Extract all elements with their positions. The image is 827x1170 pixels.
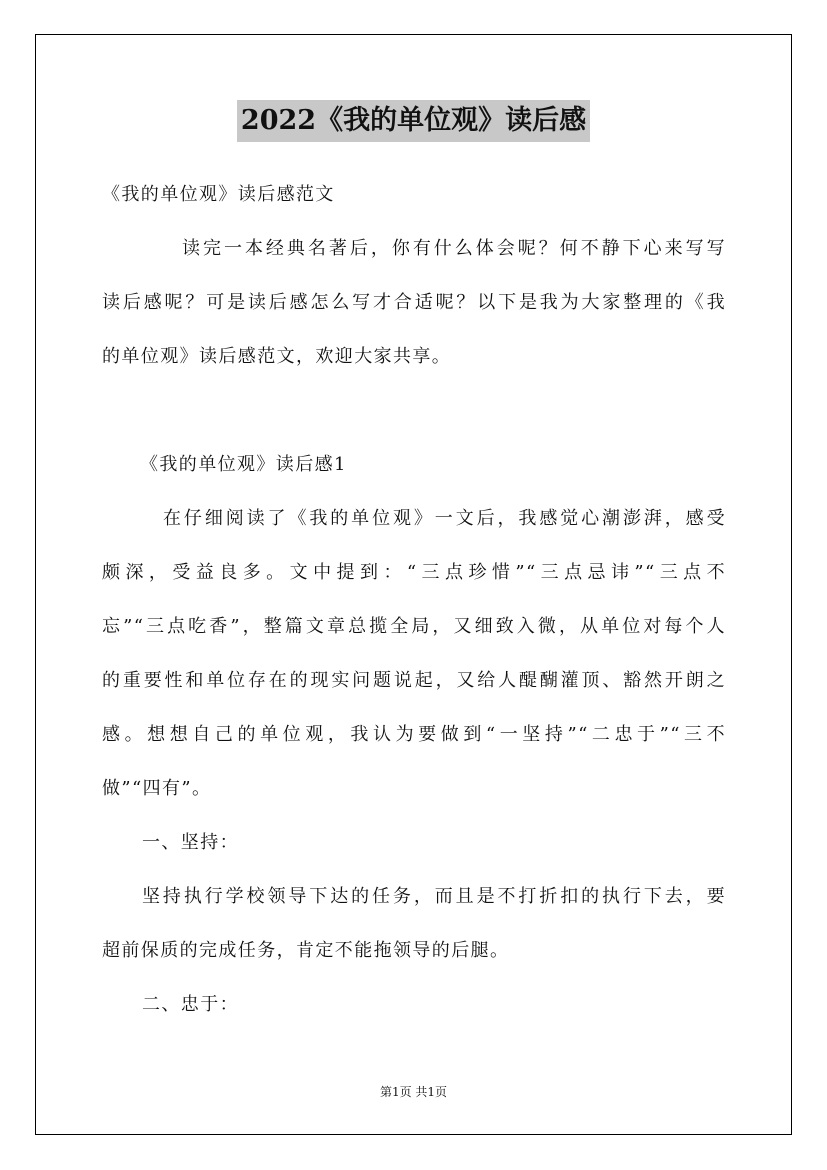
paragraph-line: 感。想想自己的单位观，我认为要做到“一坚持”“二忠于”“三不 (102, 724, 726, 745)
paragraph-line: 的单位观》读后感范文，欢迎大家共享。 (102, 346, 452, 367)
paragraph-line: 做”“四有”。 (102, 778, 212, 799)
list-heading: 一、坚持： (142, 832, 239, 853)
paragraph-line: 读后感呢？可是读后感怎么写才合适呢？以下是我为大家整理的《我 (102, 292, 726, 313)
list-heading: 二、忠于： (142, 994, 239, 1015)
paragraph-line: 颇深，受益良多。文中提到：“三点珍惜”“三点忌讳”“三点不 (102, 562, 726, 583)
paragraph-line: 读完一本经典名著后，你有什么体会呢？何不静下心来写写 (182, 238, 726, 259)
page-footer: 第1页 共1页 (379, 1085, 448, 1099)
title-container (0, 100, 827, 142)
subtitle-line: 《我的单位观》读后感范文 (102, 184, 335, 205)
document-title: 2022《我的单位观》读后感 (237, 100, 590, 142)
paragraph-line: 的重要性和单位存在的现实问题说起，又给人醍醐灌顶、豁然开朗之 (102, 670, 726, 691)
paragraph-line: 超前保质的完成任务，肯定不能拖领导的后腿。 (102, 940, 510, 961)
paragraph-line: 在仔细阅读了《我的单位观》一文后，我感觉心潮澎湃，感受 (163, 508, 726, 529)
section-heading: 《我的单位观》读后感1 (140, 454, 347, 475)
paragraph-line: 坚持执行学校领导下达的任务，而且是不打折扣的执行下去，要 (142, 886, 726, 907)
paragraph-line: 忘”“三点吃香”，整篇文章总揽全局，又细致入微，从单位对每个人 (102, 616, 726, 637)
